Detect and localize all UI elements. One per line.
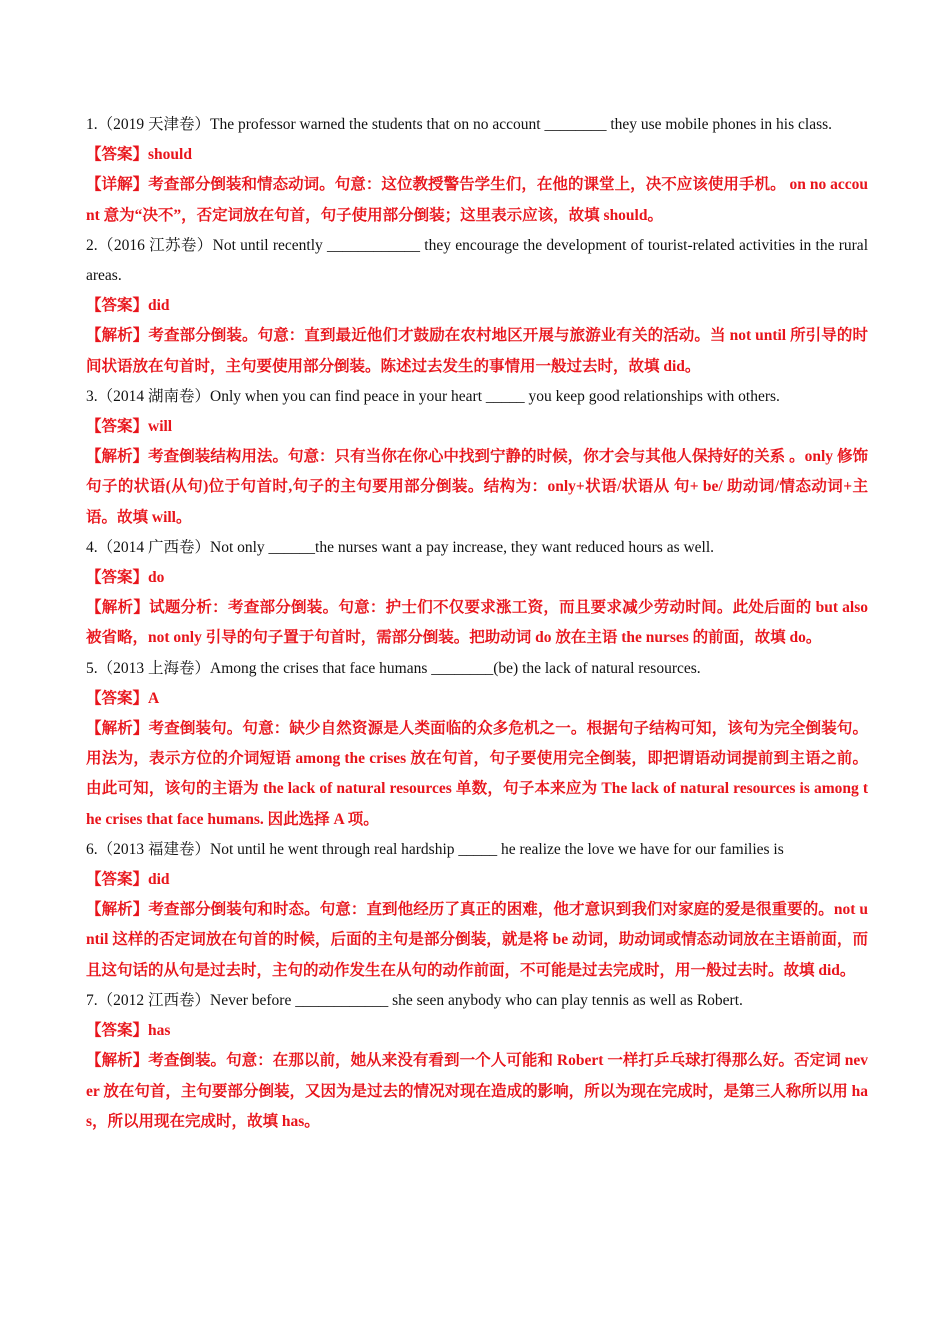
- explanation-text: 【解析】考查部分倒装。句意：直到最近他们才鼓励在农村地区开展与旅游业有关的活动。当 not until 所引导的时间状语放在句首时，主句要使用部分倒装。陈述过去发生的事情用一般过去时，故填 did。: [86, 327, 868, 375]
- answer-text: 【答案】do: [86, 569, 165, 587]
- question-block-7: [86, 986, 868, 1137]
- question-text: 1.（2019 天津卷）The professor warned the students that on no account ________ they use mobile phones in his class.: [86, 116, 833, 133]
- question-block-4: [86, 533, 868, 654]
- question-block-6: [86, 835, 868, 986]
- document-page: [86, 110, 868, 1137]
- answer-text: 【答案】has: [86, 1022, 171, 1040]
- question-text: 6.（2013 福建卷）Not until he went through real hardship _____ he realize the love we have for our families is: [86, 840, 784, 858]
- explanation-text: 【解析】考查倒装句。句意：缺少自然资源是人类面临的众多危机之一。根据句子结构可知，该句为完全倒装句。用法为，表示方位的介词短语 among the crises 放在句首，句子要使用完全倒装，即把谓语动词提前到主语之前。由此可知，该句的主语为 the lack of natural resources 单数，句子本来应为 The lack of natural resources is among the crises that face humans. 因此选择 A 项。: [86, 720, 868, 828]
- question-text: 5.（2013 上海卷）Among the crises that face humans ________(be) the lack of natural resources.: [86, 659, 701, 677]
- answer-text: 【答案】did: [86, 871, 170, 889]
- question-text: 3.（2014 湖南卷）Only when you can find peace in your heart _____ you keep good relationships with others.: [86, 387, 780, 405]
- question-block-3: [86, 382, 868, 533]
- question-text: 2.（2016 江苏卷）Not until recently ____________ they encourage the development of tourist-related activities in the rural areas.: [86, 236, 868, 285]
- explanation-text: 【详解】考查部分倒装和情态动词。句意：这位教授警告学生们，在他的课堂上，决不应该使用手机。 on no account 意为“决不”，否定词放在句首，句子使用部分倒装；这里表示应该，故填 should。: [86, 176, 868, 224]
- explanation-text: 【解析】考查部分倒装句和时态。句意：直到他经历了真正的困难，他才意识到我们对家庭的爱是很重要的。not until 这样的否定词放在句首的时候，后面的主句是部分倒装，就是将 be 动词，助动词或情态动词放在主语前面，而且这句话的从句是过去时，主句的动作发生在从句的动作前面，不可能是过去完成时，用一般过去时。故填 did。: [86, 901, 868, 979]
- question-block-5: [86, 654, 868, 835]
- answer-text: 【答案】A: [86, 689, 160, 707]
- question-text: 7.（2012 江西卷）Never before ____________ she seen anybody who can play tennis as well as Robert.: [86, 991, 743, 1009]
- explanation-text: 【解析】试题分析：考查部分倒装。句意：护士们不仅要求涨工资，而且要求减少劳动时间。此处后面的 but also 被省略，not only 引导的句子置于句首时，需部分倒装。把助动词 do 放在主语 the nurses 的前面，故填 do。: [86, 599, 868, 647]
- answer-text: 【答案】should: [86, 146, 192, 164]
- question-text: 4.（2014 广西卷）Not only ______the nurses want a pay increase, they want reduced hours as well.: [86, 538, 715, 556]
- explanation-text: 【解析】考查倒装。句意：在那以前，她从来没有看到一个人可能和 Robert 一样打乒乓球打得那么好。否定词 never 放在句首，主句要部分倒装，又因为是过去的情况对现在造成的影响，所以为现在完成时，是第三人称所以用 has，所以用现在完成时，故填 has。: [86, 1052, 868, 1130]
- answer-text: 【答案】will: [86, 418, 173, 436]
- question-block-1: [86, 110, 868, 231]
- explanation-text: 【解析】考查倒装结构用法。句意：只有当你在你心中找到宁静的时候，你才会与其他人保持好的关系 。only 修饰句子的状语(从句)位于句首时,句子的主句要用部分倒装。结构为：only+状语/状语从 句+ be/ 助动词/情态动词+主语。故填 will。: [86, 448, 868, 526]
- answer-text: 【答案】did: [86, 297, 170, 315]
- question-block-2: [86, 231, 868, 382]
